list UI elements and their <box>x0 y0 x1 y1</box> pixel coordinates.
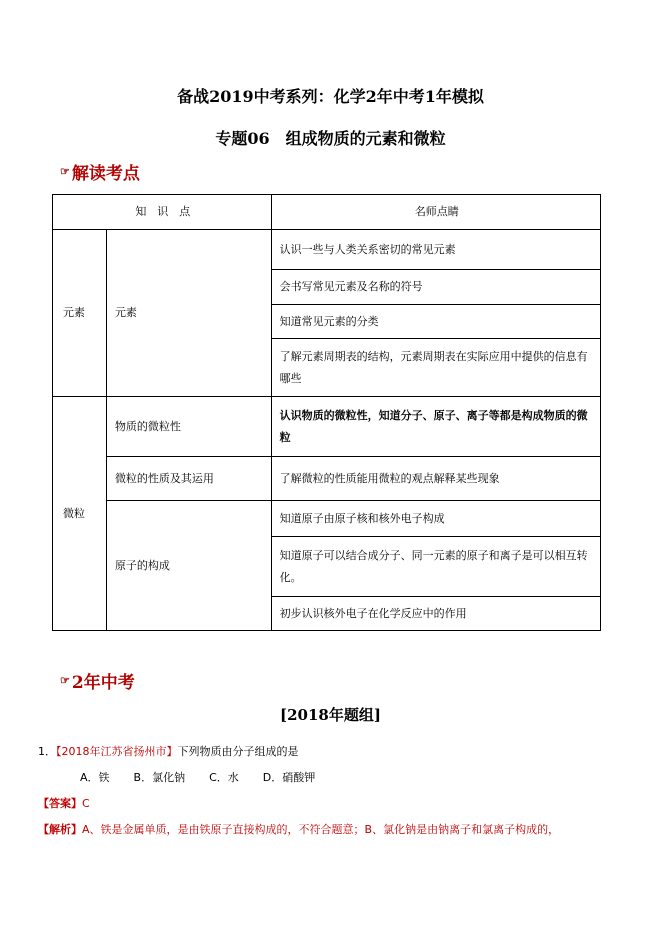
question-stem: 下列物质由分子组成的是 <box>177 745 299 758</box>
question-line <box>38 743 299 759</box>
point-cell: 认识物质的微粒性，知道分子、原子、离子等都是构成物质的微粒 <box>271 397 600 457</box>
topic-cell: 原子的构成 <box>106 501 271 631</box>
topic-title: 专题06 组成物质的元素和微粒 <box>215 129 446 148</box>
question-number: 1． <box>38 745 56 758</box>
point-cell: 知道原子由原子核和核外电子构成 <box>271 501 600 537</box>
header-knowledge-point: 知 识 点 <box>53 195 272 230</box>
section-title: 解读考点 <box>71 164 140 184</box>
knowledge-table <box>52 194 601 631</box>
section-header-interpretation <box>60 159 140 184</box>
table-header-row <box>53 195 601 230</box>
topic-cell: 物质的微粒性 <box>106 397 271 457</box>
analysis-line <box>38 821 559 837</box>
topic-cell: 元素 <box>106 230 271 397</box>
table-row <box>53 230 601 270</box>
answer-line <box>38 795 90 811</box>
analysis-text: A、铁是金属单质，是由铁原子直接构成的，不符合题意；B、氯化钠是由钠离子和氯离子构成的， <box>82 823 560 836</box>
year-group-title: [2018年题组] <box>280 706 381 724</box>
point-cell: 初步认识核外电子在化学反应中的作用 <box>271 597 600 631</box>
category-cell: 微粒 <box>53 397 107 631</box>
option-a: A．铁 <box>80 771 110 784</box>
table-row <box>53 397 601 457</box>
answer-label: 【答案】 <box>38 797 82 810</box>
hand-pointer-icon: ☞ <box>60 674 70 687</box>
point-wrapped-text: 了解元素周期表的结构，元素周期表在实际应用中提供的信息有哪些 <box>279 349 588 385</box>
table-row <box>53 457 601 501</box>
point-cell: 会书写常见元素及名称的符号 <box>271 270 600 305</box>
section-header-exams <box>60 668 135 693</box>
header-teacher-notes: 名师点睛 <box>271 195 600 230</box>
option-d: D．硝酸钾 <box>262 771 316 784</box>
table-row <box>53 501 601 537</box>
series-title: 备战2019中考系列：化学2年中考1年模拟 <box>177 87 484 106</box>
options-row <box>80 769 315 785</box>
hand-pointer-icon: ☞ <box>60 165 70 178</box>
answer-value: C <box>82 797 90 810</box>
point-cell <box>271 339 600 397</box>
point-cell: 了解微粒的性质能用微粒的观点解释某些现象 <box>271 457 600 501</box>
category-cell: 元素 <box>53 230 107 397</box>
point-cell: 知道常见元素的分类 <box>271 305 600 339</box>
option-c: C．水 <box>209 771 239 784</box>
point-cell: 知道原子可以结合成分子、同一元素的原子和离子是可以相互转化。 <box>271 537 600 597</box>
question-source: 【2018年江苏省扬州市】 <box>56 745 178 758</box>
section-title: 2年中考 <box>71 673 135 693</box>
topic-cell: 微粒的性质及其运用 <box>106 457 271 501</box>
option-b: B．氯化钠 <box>133 771 186 784</box>
analysis-label: 【解析】 <box>38 823 82 836</box>
point-cell: 认识一些与人类关系密切的常见元素 <box>271 230 600 270</box>
